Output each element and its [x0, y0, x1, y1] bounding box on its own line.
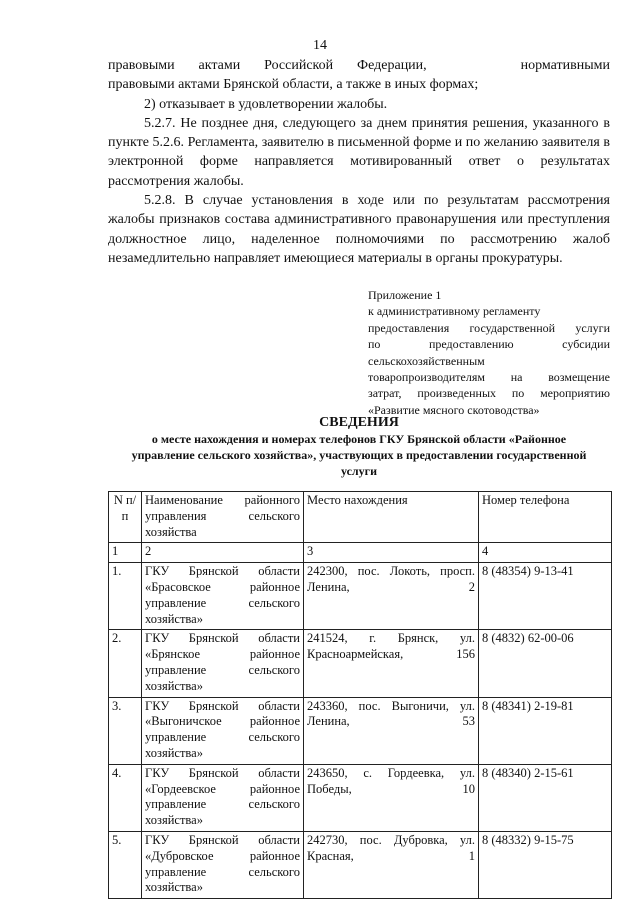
row-phone: 8 (48332) 9-15-75	[479, 831, 612, 898]
appendix-line: Приложение 1	[368, 288, 442, 302]
table-row	[109, 630, 612, 697]
row-place: 242300, пос. Локоть, просп. Ленина, 2	[304, 563, 479, 630]
body-text	[108, 56, 610, 268]
colnum-cell: 1	[109, 543, 142, 563]
table-row	[109, 697, 612, 764]
table-header-row	[109, 492, 612, 543]
paragraph-2: 2) отказывает в удовлетворении жалобы.	[144, 96, 388, 112]
row-name: ГКУ Брянской области «Дубровское районное управление сельского хозяйства»	[142, 831, 304, 898]
colnum-cell: 2	[142, 543, 304, 563]
row-phone: 8 (48341) 2-19-81	[479, 697, 612, 764]
row-phone: 8 (48340) 2-15-61	[479, 764, 612, 831]
offices-table	[108, 491, 612, 899]
colnum-cell: 3	[304, 543, 479, 563]
row-num: 2.	[109, 630, 142, 697]
row-num: 5.	[109, 831, 142, 898]
row-num: 1.	[109, 563, 142, 630]
row-name: ГКУ Брянской области «Брянское районное управление сельского хозяйства»	[142, 630, 304, 697]
row-place: 241524, г. Брянск, ул. Красноармейская, 156	[304, 630, 479, 697]
paragraph-1-word: актами	[198, 58, 241, 73]
page-number: 14	[313, 38, 327, 53]
row-num: 3.	[109, 697, 142, 764]
row-name: ГКУ Брянской области «Брасовское районное управление сельского хозяйства»	[142, 563, 304, 630]
table-row	[109, 831, 612, 898]
title-subtitle: о месте нахождения и номерах телефонов ГКУ Брянской области «Районное управление сельского хозяйства», участвующих в предоставлении государственной услуги	[131, 432, 587, 478]
paragraph-1-word: нормативными	[520, 58, 610, 73]
section-title	[108, 414, 610, 479]
paragraph-4: 5.2.8. В случае установления в ходе или по результатам рассмотрения жалобы признаков состава административного правонарушения или преступления должностное лицо, наделенное полномочиями по рассмотрению жалоб незамедлительно направляет имеющиеся материалы в органы прокуратуры.	[108, 193, 610, 266]
appendix-note	[368, 287, 610, 418]
header-num: N п/п	[109, 492, 142, 543]
row-num: 4.	[109, 764, 142, 831]
paragraph-1-cont: правовыми актами Брянской области, а также в иных формах;	[108, 77, 479, 93]
row-place: 243360, пос. Выгоничи, ул. Ленина, 53	[304, 697, 479, 764]
header-name: Наименование районного управления сельского хозяйства	[142, 492, 304, 543]
header-place: Место нахождения	[304, 492, 479, 543]
table-row	[109, 764, 612, 831]
appendix-line: сельскохозяйственным	[368, 353, 485, 368]
table-row	[109, 563, 612, 630]
appendix-line: «Развитие мясного скотоводства»	[368, 402, 540, 417]
row-place: 243650, с. Гордеевка, ул. Победы, 10	[304, 764, 479, 831]
table-colnum-row	[109, 543, 612, 563]
row-name: ГКУ Брянской области «Выгоничское районное управление сельского хозяйства»	[142, 697, 304, 764]
row-name: ГКУ Брянской области «Гордеевское районное управление сельского хозяйства»	[142, 764, 304, 831]
header-phone: Номер телефона	[479, 492, 612, 543]
colnum-cell: 4	[479, 543, 612, 563]
paragraph-1-word: Российской	[264, 58, 334, 73]
appendix-line: товаропроизводителям на возмещение	[368, 370, 610, 385]
appendix-line: по предоставлению субсидии	[368, 337, 610, 352]
title-main: СВЕДЕНИЯ	[319, 415, 399, 430]
appendix-line: предоставления государственной услуги	[368, 320, 610, 335]
appendix-line: затрат, произведенных по мероприятию	[368, 386, 610, 401]
paragraph-3: 5.2.7. Не позднее дня, следующего за днем принятия решения, указанного в пункте 5.2.6. Регламента, заявителю в письменной форме и по желанию заявителя в электронной форме направляется мотивированный ответ о результатах рассмотрения жалобы.	[108, 115, 610, 189]
row-phone: 8 (4832) 62-00-06	[479, 630, 612, 697]
paragraph-1-word: правовыми	[108, 58, 175, 73]
paragraph-1	[108, 56, 610, 75]
paragraph-1-word: Федерации,	[357, 58, 427, 73]
row-phone: 8 (48354) 9-13-41	[479, 563, 612, 630]
row-place: 242730, пос. Дубровка, ул. Красная, 1	[304, 831, 479, 898]
appendix-line: к административному регламенту	[368, 304, 541, 319]
